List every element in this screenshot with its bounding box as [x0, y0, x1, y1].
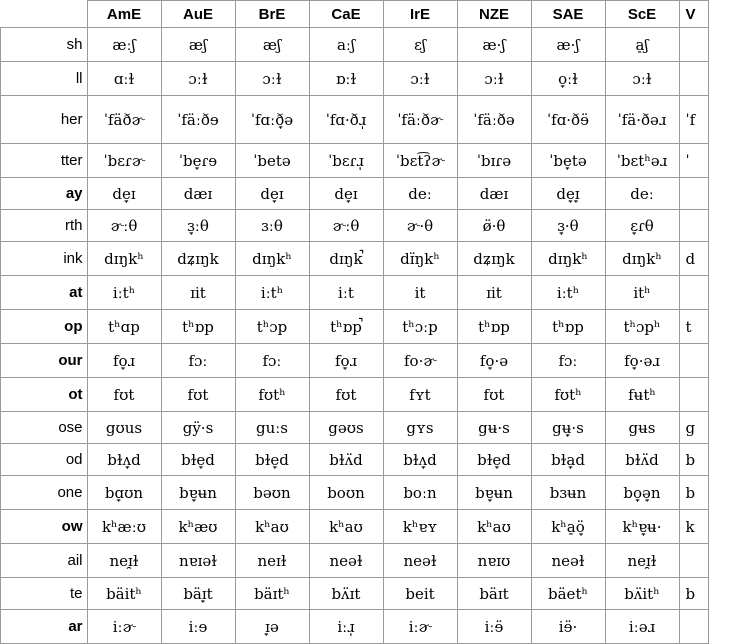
table-row: [1, 144, 709, 178]
transcription-cell: ø̈·θ: [457, 210, 531, 242]
transcription-cell: ɪit: [161, 276, 235, 310]
transcription-cell: bäitʰ: [87, 578, 161, 610]
column-header: NZE: [457, 1, 531, 28]
transcription-cell: æʃ: [235, 28, 309, 62]
transcription-cell: kʰæːʊ: [87, 510, 161, 544]
transcription-cell: iːɚ: [87, 610, 161, 644]
row-word-label: ow: [1, 510, 88, 544]
transcription-cell: ˈbɛtʰəɹ: [605, 144, 679, 178]
table-row: [1, 276, 709, 310]
transcription-cell: b: [679, 476, 708, 510]
row-word-label: our: [1, 344, 88, 378]
table-row: [1, 344, 709, 378]
transcription-cell: kʰa̠ö̞: [531, 510, 605, 544]
table-row: [1, 444, 709, 476]
transcription-cell: fʊt: [457, 378, 531, 412]
transcription-cell: ɔːɫ: [383, 62, 457, 96]
transcription-cell: iːtʰ: [235, 276, 309, 310]
transcription-cell: gʏs: [383, 412, 457, 444]
row-word-label: sh: [1, 28, 88, 62]
table-row: [1, 210, 709, 242]
transcription-cell: ɪ̞ə: [235, 610, 309, 644]
transcription-cell: fɔː: [531, 344, 605, 378]
column-header: SAE: [531, 1, 605, 28]
table-row: [1, 578, 709, 610]
transcription-cell: æ·ʃ: [531, 28, 605, 62]
transcription-cell: dɪŋkʰ: [605, 242, 679, 276]
row-word-label: od: [1, 444, 88, 476]
transcription-cell: tʰɒp: [531, 310, 605, 344]
transcription-cell: ɜ̞·θ: [531, 210, 605, 242]
table-row: [1, 28, 709, 62]
transcription-cell: ˈfɑːð̞ə: [235, 96, 309, 144]
transcription-cell: dʑɪŋk: [457, 242, 531, 276]
transcription-cell: ɒːɫ: [309, 62, 383, 96]
transcription-cell: dæɪ: [457, 178, 531, 210]
transcription-cell: ˈfä·ðəɹ: [605, 96, 679, 144]
transcription-cell: [679, 276, 708, 310]
transcription-cell: ɑːɫ: [87, 62, 161, 96]
transcription-cell: ɚ·θ: [383, 210, 457, 242]
transcription-cell: tʰɑp: [87, 310, 161, 344]
row-word-label: te: [1, 578, 88, 610]
transcription-cell: fʊt: [309, 378, 383, 412]
transcription-cell: kʰaʊ: [309, 510, 383, 544]
transcription-cell: ˈbetə: [235, 144, 309, 178]
transcription-cell: bɫe̞d: [161, 444, 235, 476]
transcription-cell: neɪɫ: [235, 544, 309, 578]
transcription-cell: iːəɹ: [605, 610, 679, 644]
transcription-cell: de̞ɪ: [235, 178, 309, 210]
transcription-cell: gəʊs: [309, 412, 383, 444]
transcription-cell: bɐ̞ʉn: [457, 476, 531, 510]
transcription-cell: g: [679, 412, 708, 444]
transcription-cell: fo̞·əɹ: [605, 344, 679, 378]
transcription-cell: kʰaʊ: [235, 510, 309, 544]
transcription-cell: o̞ːɫ: [531, 62, 605, 96]
transcription-cell: ɔːɫ: [161, 62, 235, 96]
row-word-label: rth: [1, 210, 88, 242]
transcription-cell: bɫʌ̞d: [87, 444, 161, 476]
row-word-label: ose: [1, 412, 88, 444]
transcription-cell: bäɪtʰ: [235, 578, 309, 610]
transcription-cell: beit: [383, 578, 457, 610]
transcription-cell: itʰ: [605, 276, 679, 310]
transcription-cell: kʰaʊ: [457, 510, 531, 544]
transcription-cell: [679, 178, 708, 210]
transcription-cell: tʰɒp̚: [309, 310, 383, 344]
transcription-cell: ɜːθ: [235, 210, 309, 242]
table-row: [1, 510, 709, 544]
transcription-cell: ˈfɑ·ðɹ̩: [309, 96, 383, 144]
transcription-cell: tʰɔːp: [383, 310, 457, 344]
transcription-cell: tʰɒp: [161, 310, 235, 344]
column-header: IrE: [383, 1, 457, 28]
transcription-cell: bɑ̞ʊn: [87, 476, 161, 510]
transcription-cell: fʊtʰ: [235, 378, 309, 412]
table-row: [1, 412, 709, 444]
transcription-cell: t: [679, 310, 708, 344]
transcription-cell: tʰɔp: [235, 310, 309, 344]
transcription-cell: ɚːθ: [87, 210, 161, 242]
transcription-cell: bʌ̈itʰ: [605, 578, 679, 610]
transcription-cell: bʌ̈ɪt: [309, 578, 383, 610]
transcription-cell: guːs: [235, 412, 309, 444]
transcription-cell: bɫʌ̞d: [383, 444, 457, 476]
transcription-cell: bɐ̞ʉn: [161, 476, 235, 510]
transcription-cell: aːʃ: [309, 28, 383, 62]
transcription-cell: fʉtʰ: [605, 378, 679, 412]
row-word-label: tter: [1, 144, 88, 178]
transcription-cell: bɫa̞d: [531, 444, 605, 476]
transcription-cell: ˈ: [679, 144, 708, 178]
transcription-cell: neɪ̯ɫ: [605, 544, 679, 578]
transcription-cell: dɪŋkʰ: [87, 242, 161, 276]
transcription-cell: ˈbe̞tə: [531, 144, 605, 178]
row-word-label: ail: [1, 544, 88, 578]
table-body: [1, 28, 709, 644]
transcription-cell: b: [679, 444, 708, 476]
transcription-cell: iːt: [309, 276, 383, 310]
transcription-cell: [679, 210, 708, 242]
transcription-cell: ɔːɫ: [605, 62, 679, 96]
transcription-cell: bäɪt: [457, 578, 531, 610]
transcription-cell: ˈf: [679, 96, 708, 144]
transcription-cell: fʊtʰ: [531, 378, 605, 412]
transcription-cell: tʰɒp: [457, 310, 531, 344]
transcription-cell: gʉ̞·s: [531, 412, 605, 444]
transcription-cell: fʏt: [383, 378, 457, 412]
transcription-cell: [679, 28, 708, 62]
transcription-cell: fo̞·ə: [457, 344, 531, 378]
transcription-cell: æ·ʃ: [457, 28, 531, 62]
transcription-cell: de̞ɪ̞: [531, 178, 605, 210]
transcription-cell: fo̞ɹ: [309, 344, 383, 378]
row-word-label: one: [1, 476, 88, 510]
column-header: BrE: [235, 1, 309, 28]
transcription-cell: kʰɐ̞ʉ·: [605, 510, 679, 544]
transcription-cell: kʰæʊ: [161, 510, 235, 544]
transcription-cell: dɪŋkʰ: [531, 242, 605, 276]
table-row: [1, 242, 709, 276]
column-header: AmE: [87, 1, 161, 28]
column-header: V: [679, 1, 708, 28]
transcription-cell: d: [679, 242, 708, 276]
transcription-cell: ɜ̞ːθ: [161, 210, 235, 242]
row-word-label: ot: [1, 378, 88, 412]
transcription-cell: iːɘ: [161, 610, 235, 644]
column-header: AuE: [161, 1, 235, 28]
row-word-label: op: [1, 310, 88, 344]
transcription-cell: ˈbɛɾɚ: [87, 144, 161, 178]
header-row: [1, 1, 709, 28]
transcription-cell: gʊus: [87, 412, 161, 444]
transcription-cell: de̞ɪ: [309, 178, 383, 210]
transcription-cell: ɔːɫ: [235, 62, 309, 96]
transcription-cell: neəɫ: [383, 544, 457, 578]
transcription-cell: fo·ɚ: [383, 344, 457, 378]
row-word-label: ink: [1, 242, 88, 276]
table-row: [1, 62, 709, 96]
transcription-cell: iːɚ: [383, 610, 457, 644]
transcription-cell: ˈbe̞ɾɘ: [161, 144, 235, 178]
row-word-label: ll: [1, 62, 88, 96]
transcription-cell: fʊt: [87, 378, 161, 412]
transcription-cell: neəɫ: [531, 544, 605, 578]
transcription-cell: ˈfäðɚ: [87, 96, 161, 144]
transcription-cell: tʰɔpʰ: [605, 310, 679, 344]
transcription-cell: gʉs: [605, 412, 679, 444]
transcription-cell: dɪ̈ŋkʰ: [383, 242, 457, 276]
transcription-cell: bɫe̞d: [235, 444, 309, 476]
transcription-cell: ˈfäːðɘ: [161, 96, 235, 144]
transcription-cell: fo̞ɹ: [87, 344, 161, 378]
transcription-cell: bäetʰ: [531, 578, 605, 610]
transcription-cell: [679, 544, 708, 578]
transcription-cell: ˈfäːðə: [457, 96, 531, 144]
row-word-label: her: [1, 96, 88, 144]
table-row: [1, 96, 709, 144]
transcription-cell: neəɫ: [309, 544, 383, 578]
transcription-cell: [679, 378, 708, 412]
transcription-cell: fɔː: [235, 344, 309, 378]
transcription-cell: a̠ʃ: [605, 28, 679, 62]
column-header: ScE: [605, 1, 679, 28]
transcription-cell: ˈfäːðɚ: [383, 96, 457, 144]
table-row: [1, 310, 709, 344]
transcription-cell: bəʊn: [235, 476, 309, 510]
corner-cell: [1, 1, 88, 28]
transcription-cell: dɪŋk̚: [309, 242, 383, 276]
table-row: [1, 476, 709, 510]
transcription-cell: ɛ̞ɾθ: [605, 210, 679, 242]
transcription-cell: iːɘ̈: [457, 610, 531, 644]
transcription-cell: boʊn: [309, 476, 383, 510]
transcription-cell: ˈbɪɾə: [457, 144, 531, 178]
transcription-cell: gÿ·s: [161, 412, 235, 444]
transcription-cell: deː: [605, 178, 679, 210]
transcription-cell: k: [679, 510, 708, 544]
transcription-cell: æːʃ: [87, 28, 161, 62]
transcription-cell: ɔːɫ: [457, 62, 531, 96]
transcription-cell: ɪit: [457, 276, 531, 310]
transcription-cell: bɫe̞d: [457, 444, 531, 476]
transcription-cell: it: [383, 276, 457, 310]
transcription-cell: nɐɪʊ: [457, 544, 531, 578]
transcription-cell: deː: [383, 178, 457, 210]
transcription-cell: dɪŋkʰ: [235, 242, 309, 276]
transcription-cell: dæɪ: [161, 178, 235, 210]
table-row: [1, 178, 709, 210]
transcription-cell: iːtʰ: [87, 276, 161, 310]
transcription-cell: bɫʌ̈d: [309, 444, 383, 476]
transcription-cell: neɪ̯ɫ: [87, 544, 161, 578]
transcription-cell: ˈfɑ·ðɘ̈: [531, 96, 605, 144]
transcription-cell: iɘ̈·: [531, 610, 605, 644]
transcription-cell: bo̞ə̞n: [605, 476, 679, 510]
transcription-cell: bɜʉn: [531, 476, 605, 510]
table-row: [1, 544, 709, 578]
row-word-label: ay: [1, 178, 88, 210]
row-word-label: at: [1, 276, 88, 310]
transcription-cell: [679, 62, 708, 96]
transcription-cell: bäɪ̞t: [161, 578, 235, 610]
transcription-cell: dʑɪŋk: [161, 242, 235, 276]
transcription-cell: ɛʃ: [383, 28, 457, 62]
transcription-cell: æʃ: [161, 28, 235, 62]
transcription-cell: [679, 344, 708, 378]
table-row: [1, 378, 709, 412]
transcription-cell: bɫʌ̈d: [605, 444, 679, 476]
table-row: [1, 610, 709, 644]
transcription-cell: fɔː: [161, 344, 235, 378]
transcription-cell: b: [679, 578, 708, 610]
transcription-cell: ˈbɛɾɹ̩: [309, 144, 383, 178]
transcription-cell: nɐɪəɫ: [161, 544, 235, 578]
row-word-label: ar: [1, 610, 88, 644]
column-header: CaE: [309, 1, 383, 28]
transcription-cell: [679, 610, 708, 644]
transcription-cell: de̞ɪ: [87, 178, 161, 210]
transcription-cell: iːɹ̩: [309, 610, 383, 644]
transcription-cell: kʰɐʏ: [383, 510, 457, 544]
transcription-cell: boːn: [383, 476, 457, 510]
transcription-cell: gʉ·s: [457, 412, 531, 444]
transcription-cell: iːtʰ: [531, 276, 605, 310]
transcription-cell: fʊt: [161, 378, 235, 412]
transcription-cell: ˈbɛt͡ʔɚ: [383, 144, 457, 178]
transcription-cell: ɚːθ: [309, 210, 383, 242]
